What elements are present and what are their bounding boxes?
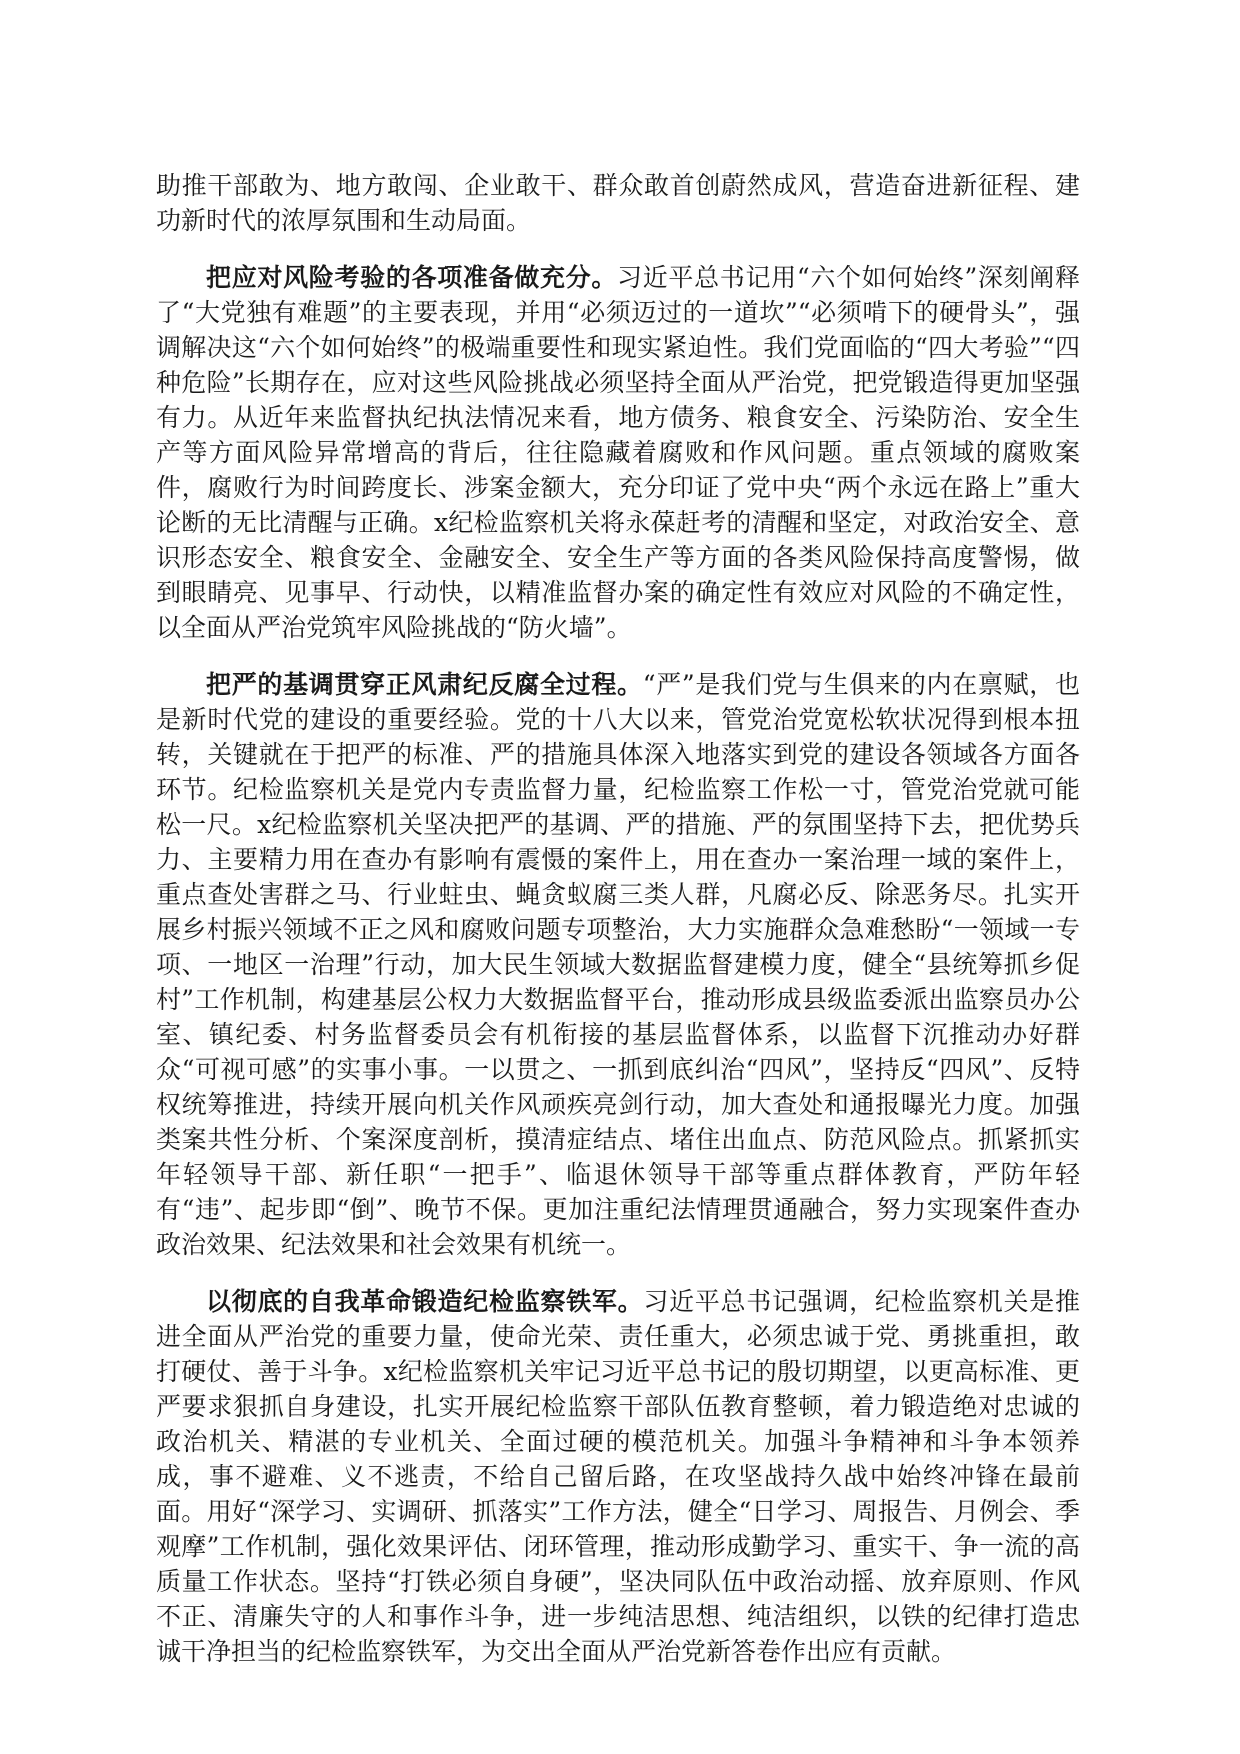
paragraph-body: 习近平总书记用“六个如何始终”深刻阐释了“大党独有难题”的主要表现，并用“必须迈过的一道坎”“必须啃下的硬骨头”，强调解决这“六个如何始终”的极端重要性和现实紧迫性。我们党面临的“四大考验”“四种危险”长期存在，应对这些风险挑战必须坚持全面从严治党，把党锻造得更加坚强有力。从近年来监督执纪执法情况来看，地方债务、粮食安全、污染防治、安全生产等方面风险异常增高的背后，往往隐藏着腐败和作风问题。重点领域的腐败案件，腐败行为时间跨度长、涉案金额大，充分印证了党中央“两个永远在路上”重大论断的无比清醒与正确。x纪检监察机关将永葆赶考的清醒和坚定，对政治安全、意识形态安全、粮食安全、金融安全、安全生产等方面的各类风险保持高度警惕，做到眼睛亮、见事早、行动快，以精准监督办案的确定性有效应对风险的不确定性，以全面从严治党筑牢风险挑战的“防火墙”。 xyxy=(156,263,1080,642)
paragraph-risk-preparation xyxy=(156,260,1080,645)
paragraph-continuation xyxy=(156,168,1080,238)
paragraph-body: 习近平总书记强调，纪检监察机关是推进全面从严治党的重要力量，使命光荣、责任重大，必须忠诚于党、勇挑重担，敢打硬仗、善于斗争。x纪检监察机关牢记习近平总书记的殷切期望，以更高标准、更严要求狠抓自身建设，扎实开展纪检监察干部队伍教育整顿，着力锻造绝对忠诚的政治机关、精湛的专业机关、全面过硬的模范机关。加强斗争精神和斗争本领养成，事不避难、义不逃责，不给自己留后路，在攻坚战持久战中始终冲锋在最前面。用好“深学习、实调研、抓落实”工作方法，健全“日学习、周报告、月例会、季观摩”工作机制，强化效果评估、闭环管理，推动形成勤学习、重实干、争一流的高质量工作状态。坚持“打铁必须自身硬”，坚决同队伍中政治动摇、放弃原则、作风不正、清廉失守的人和事作斗争，进一步纯洁思想、纯洁组织，以铁的纪律打造忠诚干净担当的纪检监察铁军，为交出全面从严治党新答卷作出应有贡献。 xyxy=(156,1287,1080,1666)
paragraph-heading: 把严的基调贯穿正风肃纪反腐全过程。 xyxy=(206,670,643,699)
paragraph-self-revolution xyxy=(156,1284,1080,1669)
document-body xyxy=(156,168,1080,1691)
paragraph-body: 助推干部敢为、地方敢闯、企业敢干、群众敢首创蔚然成风，营造奋进新征程、建功新时代的浓厚氛围和生动局面。 xyxy=(156,171,1080,235)
paragraph-heading: 以彻底的自我革命锻造纪检监察铁军。 xyxy=(206,1287,644,1316)
paragraph-body: “严”是我们党与生俱来的内在禀赋，也是新时代党的建设的重要经验。党的十八大以来，管党治党宽松软状况得到根本扭转，关键就在于把严的标准、严的措施具体深入地落实到党的建设各领域各方面各环节。纪检监察机关是党内专责监督力量，纪检监察工作松一寸，管党治党就可能松一尺。x纪检监察机关坚决把严的基调、严的措施、严的氛围坚持下去，把优势兵力、主要精力用在查办有影响有震慑的案件上，用在查办一案治理一域的案件上，重点查处害群之马、行业蛀虫、蝇贪蚁腐三类人群，凡腐必反、除恶务尽。扎实开展乡村振兴领域不正之风和腐败问题专项整治，大力实施群众急难愁盼“一领域一专项、一地区一治理”行动，加大民生领域大数据监督建模力度，健全“县统筹抓乡促村”工作机制，构建基层公权力大数据监督平台，推动形成县级监委派出监察员办公室、镇纪委、村务监督委员会有机衔接的基层监督体系，以监督下沉推动办好群众“可视可感”的实事小事。一以贯之、一抓到底纠治“四风”，坚持反“四风”、反特权统筹推进，持续开展向机关作风顽疾亮剑行动，加大查处和通报曝光力度。加强类案共性分析、个案深度剖析，摸清症结点、堵住出血点、防范风险点。抓紧抓实年轻领导干部、新任职“一把手”、临退休领导干部等重点群体教育，严防年轻有“违”、起步即“倒”、晚节不保。更加注重纪法情理贯通融合，努力实现案件查办政治效果、纪法效果和社会效果有机统一。 xyxy=(156,670,1080,1259)
paragraph-heading: 把应对风险考验的各项准备做充分。 xyxy=(206,263,618,292)
paragraph-strict-tone xyxy=(156,667,1080,1262)
